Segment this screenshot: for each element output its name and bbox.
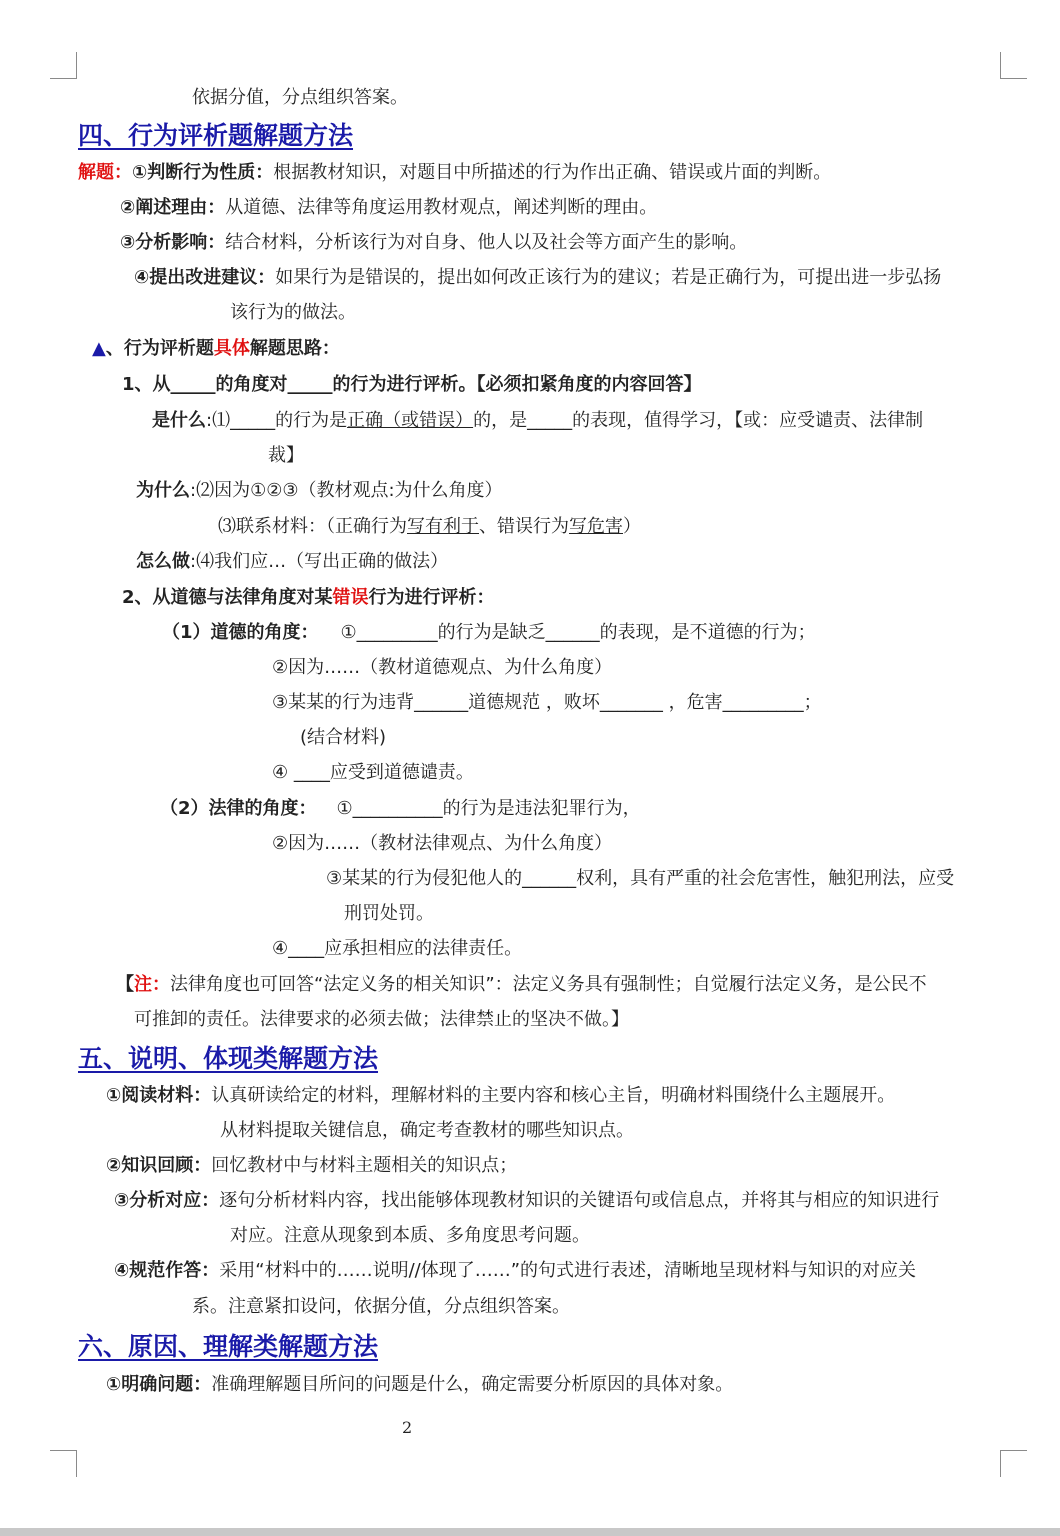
step-text: 从道德、法律等角度运用教材观点，阐述判断的理由。 (225, 197, 658, 218)
s6-step-1 (106, 1373, 733, 1397)
step-text: 如果行为是错误的，提出如何改正该行为的建议；若是正确行为，可提出进一步弘扬 (275, 267, 942, 288)
text-line: ③某某的行为侵犯他人的______权利，具有严重的社会危害性，触犯刑法，应受 (326, 868, 955, 889)
step-label: ②知识回顾： (106, 1155, 212, 1176)
law-label: （2）法律的角度： (160, 798, 317, 819)
note-label: 注： (134, 974, 170, 995)
text-line: 从材料提取关键信息，确定考查教材的哪些知识点。 (220, 1120, 634, 1141)
s5-step-3 (114, 1189, 939, 1213)
text-part: :⑵因为①②③（教材观点:为什么角度） (190, 480, 503, 501)
approach-item-1: 1、从_____的角度对_____的行为进行评析。【必须扣紧角度的内容回答】 (122, 374, 702, 395)
section-heading-5: 五、说明、体现类解题方法 (78, 1044, 379, 1073)
step-text: 认真研读给定的材料，理解材料的主要内容和核心主旨，明确材料围绕什么主题展开。 (211, 1085, 896, 1106)
bottom-gray-bar (0, 1528, 1060, 1536)
text-line: 对应。注意从现象到本质、多角度思考问题。 (230, 1225, 590, 1246)
note-line (116, 973, 927, 997)
title-part: 、行为评析题 (105, 338, 214, 359)
crop-mark-top-left (50, 52, 77, 79)
s5-step-2 (106, 1154, 517, 1178)
step-text: 结合材料，分析该行为对自身、他人以及社会等方面产生的影响。 (225, 232, 748, 253)
jieti-label: 解题： (78, 162, 132, 183)
method-step-4 (134, 266, 941, 290)
step-label: ①明确问题： (106, 1374, 212, 1395)
text-part: 2、从道德与法律角度对某 (122, 587, 333, 608)
crop-mark-top-right (1000, 52, 1027, 79)
wei-shenme-line (136, 479, 503, 503)
crop-mark-bottom-right (1000, 1450, 1027, 1477)
crop-mark-bottom-left (50, 1450, 77, 1477)
text-part: ①_________的行为是缺乏______的表现，是不道德的行为； (340, 622, 816, 643)
step-label: ①判断行为性质： (132, 162, 274, 183)
step-text: 逐句分析材料内容，找出能够体现教材知识的关键语句或信息点，并将其与相应的知识进行 (219, 1190, 940, 1211)
s5-step-4 (114, 1259, 916, 1283)
title-emphasis: 具体 (213, 338, 250, 359)
text-line: ③某某的行为违背______道德规范 ，败坏_______ ，危害_________； (272, 692, 822, 713)
title-part: 解题思路： (249, 338, 340, 359)
text-line: 依据分值，分点组织答案。 (192, 87, 408, 108)
section-heading-6: 六、原因、理解类解题方法 (78, 1332, 379, 1361)
step-label: ④规范作答： (114, 1260, 220, 1281)
text-line: ②因为……（教材法律观点、为什么角度） (272, 833, 613, 854)
underlined-text: 写有利于 (407, 516, 479, 537)
step-text: 准确理解题目所问的问题是什么，确定需要分析原因的具体对象。 (211, 1374, 734, 1395)
specific-approach-title (92, 337, 340, 361)
text-line: ②因为……（教材道德观点、为什么角度） (272, 657, 613, 678)
zen-label: 怎么做 (136, 551, 190, 572)
text-part: 、错误行为 (479, 516, 569, 537)
method-step-1 (78, 161, 831, 185)
method-step-2 (120, 196, 657, 220)
underlined-text: 正确（或错误） (347, 410, 474, 431)
text-part: 法律角度也可回答“法定义务的相关知识”：法定义务具有强制性；自觉履行法定义务，是公民不 (170, 974, 927, 995)
step-text: 采用“材料中的……说明//体现了……”的句式进行表述，清晰地呈现材料与知识的对应关 (219, 1260, 917, 1281)
text-line: (结合材料) (300, 727, 387, 748)
step-label: ①阅读材料： (106, 1085, 212, 1106)
step-label: ④提出改进建议： (134, 267, 276, 288)
step-label: ③分析影响： (120, 232, 226, 253)
step-text: 根据教材知识，对题目中所描述的行为作出正确、错误或片面的判断。 (273, 162, 832, 183)
text-line: 该行为的做法。 (230, 302, 356, 323)
s5-step-1 (106, 1084, 895, 1108)
text-line: 系。注意紧扣设问，依据分值，分点组织答案。 (192, 1296, 570, 1317)
underlined-text: 写危害 (569, 516, 623, 537)
shi-label: 是什么 (152, 410, 206, 431)
text-part: 的，是_____的表现，值得学习，【或：应受谴责、法律制 (473, 410, 924, 431)
text-part: ） (623, 516, 641, 537)
law-angle-line (160, 797, 641, 821)
text-line: 刑罚处罚。 (344, 903, 434, 924)
page-number: 2 (402, 1418, 413, 1437)
text-line: ④____应承担相应的法律责任。 (272, 938, 523, 959)
text-part: ⑶联系材料：（正确行为 (218, 516, 407, 537)
shi-shenme-line (152, 409, 923, 433)
lianxi-line (218, 515, 641, 539)
wei-label: 为什么 (136, 480, 190, 501)
text-line: ④ ____应受到道德谴责。 (272, 762, 474, 783)
text-part: ①__________的行为是违法犯罪行为， (336, 798, 641, 819)
text-part: :⑷我们应…（写出正确的做法） (190, 551, 449, 572)
triangle-icon: ▲ (92, 338, 106, 359)
text-line: 裁】 (268, 445, 304, 466)
zen-me-zuo-line (136, 550, 448, 574)
approach-item-2 (122, 586, 495, 610)
step-label: ③分析对应： (114, 1190, 220, 1211)
method-step-3 (120, 231, 747, 255)
moral-label: （1）道德的角度： (162, 622, 319, 643)
text-part: :⑴_____的行为是 (206, 410, 348, 431)
section-heading-4: 四、行为评析题解题方法 (78, 121, 354, 150)
step-text: 回忆教材中与材料主题相关的知识点； (211, 1155, 518, 1176)
text-part: 【 (116, 974, 134, 995)
step-label: ②阐述理由： (120, 197, 226, 218)
moral-angle-line (162, 621, 816, 645)
text-part: 行为进行评析： (368, 587, 495, 608)
emphasis-text: 错误 (332, 587, 369, 608)
text-line: 可推卸的责任。法律要求的必须去做；法律禁止的坚决不做。】 (134, 1009, 629, 1030)
